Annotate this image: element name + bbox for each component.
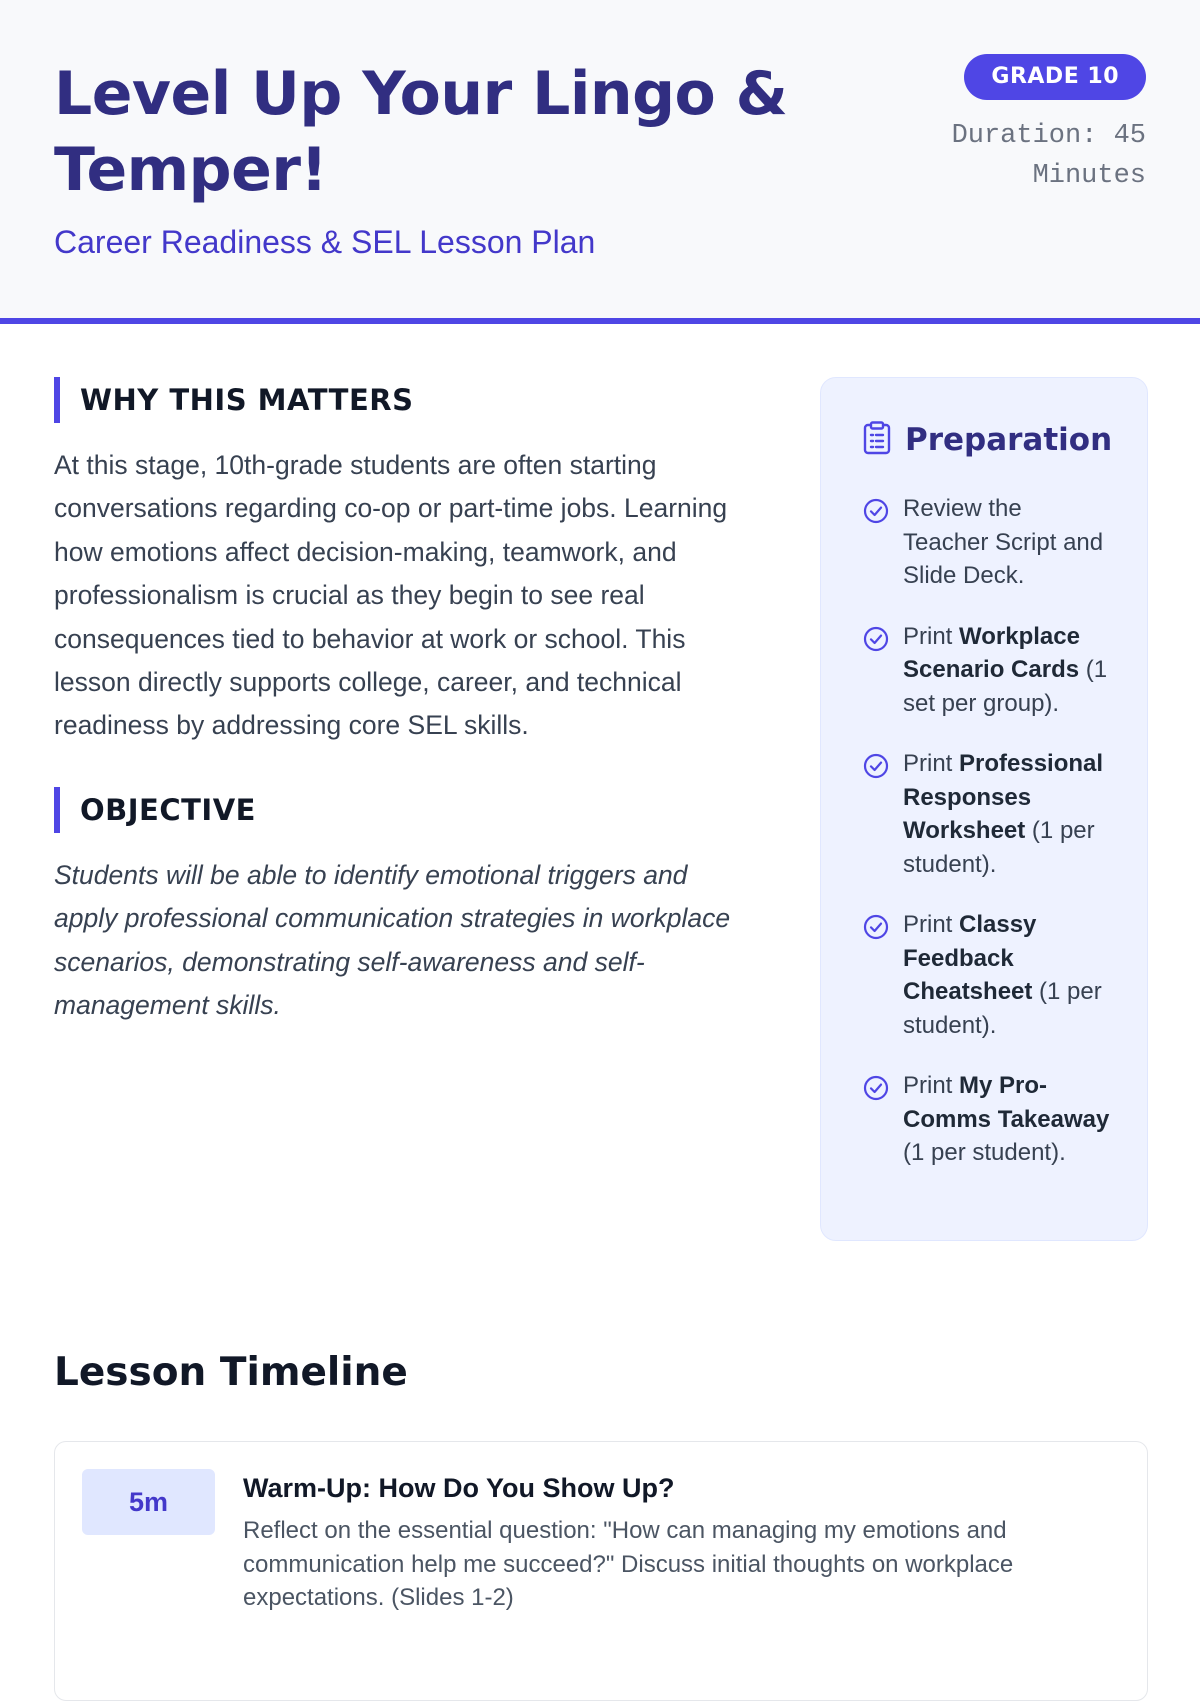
preparation-item [863, 747, 1113, 881]
step-title: Warm-Up: How Do You Show Up? [243, 1473, 675, 1503]
item-text-pre: Review the Teacher Script and Slide Deck. [903, 495, 1104, 589]
item-text-material: My Pro-Comms Takeaway [903, 1072, 1110, 1133]
grade-badge: GRADE 10 [964, 54, 1146, 100]
preparation-item [863, 908, 1113, 1042]
preparation-title: Preparation [905, 422, 1113, 458]
check-circle-icon [863, 908, 903, 1042]
timeline-heading: Lesson Timeline [54, 1350, 408, 1395]
page-title: Level Up Your Lingo & Temper! [54, 59, 788, 205]
preparation-item [863, 492, 1113, 593]
step-description: Reflect on the essential question: "How can managing my emotions and communication help me succeed?" Discuss initial thoughts on workplace expectations. (Slides 1-2) [243, 1517, 1014, 1611]
why-text: At this stage, 10th-grade students are often starting conversations regarding co-op or part-time jobs. Learning how emotions affect decision-making, teamwork, and professionalism is crucial as they begin to see real consequences tied to behavior at work or school. This lesson directly supports college, career, and technical readiness by addressing core SEL skills. [54, 450, 728, 741]
item-text-post: (1 per student). [903, 1139, 1066, 1166]
preparation-item [863, 1069, 1113, 1170]
check-circle-icon [863, 747, 903, 881]
preparation-item-text [903, 747, 1113, 881]
duration-label: Duration: 45 Minutes [951, 121, 1146, 191]
preparation-title-row [863, 420, 1112, 460]
lesson-header [0, 0, 1200, 324]
objective-heading: OBJECTIVE [54, 787, 256, 833]
preparation-item-text [903, 1069, 1113, 1170]
item-text-pre: Print [903, 750, 960, 777]
check-circle-icon [863, 492, 903, 593]
preparation-item [863, 620, 1113, 721]
objective-text: Students will be able to identify emotional triggers and apply professional communication strategies in workplace scenarios, demonstrating self-awareness and self-management skills. [54, 860, 731, 1021]
preparation-item-text [903, 908, 1113, 1042]
item-text-post: (1 per student). [903, 817, 1095, 878]
item-text-post: (1 set per group). [903, 656, 1108, 717]
item-text-post: (1 per student). [903, 978, 1102, 1039]
clipboard-icon [863, 421, 891, 460]
preparation-list [863, 492, 1113, 1197]
check-circle-icon [863, 1069, 903, 1170]
preparation-item-text [903, 492, 1113, 593]
item-text-pre: Print [903, 622, 960, 650]
item-text-material: Workplace Scenario Cards [903, 622, 1080, 683]
preparation-card [820, 377, 1148, 1241]
step-time-badge: 5m [82, 1469, 215, 1535]
preparation-item-text [903, 620, 1113, 721]
timeline-step-card [54, 1441, 1148, 1701]
why-heading: WHY THIS MATTERS [54, 377, 414, 423]
check-circle-icon [863, 620, 903, 721]
item-text-pre: Print [903, 1072, 960, 1099]
item-text-material: Classy Feedback Cheatsheet [903, 911, 1037, 1005]
page-subtitle: Career Readiness & SEL Lesson Plan [54, 224, 596, 260]
item-text-pre: Print [903, 911, 960, 938]
item-text-material: Professional Responses Worksheet [903, 750, 1104, 844]
